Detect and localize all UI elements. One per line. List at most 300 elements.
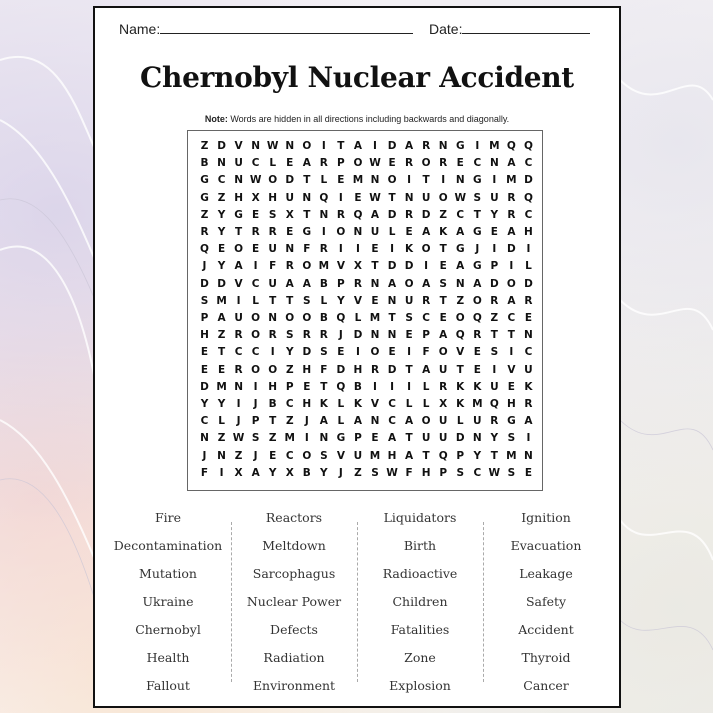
grid-letter[interactable]: R: [405, 157, 414, 170]
grid-letter[interactable]: E: [217, 363, 226, 376]
grid-letter[interactable]: R: [319, 157, 328, 170]
grid-letter[interactable]: O: [438, 346, 448, 359]
grid-letter[interactable]: W: [369, 191, 381, 204]
grid-letter[interactable]: L: [354, 312, 362, 324]
grid-letter[interactable]: L: [337, 415, 345, 428]
grid-letter[interactable]: N: [524, 449, 533, 462]
grid-letter[interactable]: S: [268, 208, 277, 221]
grid-letter[interactable]: R: [490, 294, 499, 307]
grid-letter[interactable]: D: [387, 208, 397, 221]
grid-letter[interactable]: C: [524, 346, 533, 359]
grid-letter[interactable]: R: [251, 226, 260, 238]
grid-letter[interactable]: D: [200, 380, 209, 393]
grid-letter[interactable]: E: [371, 294, 379, 307]
grid-letter[interactable]: T: [439, 294, 447, 307]
grid-letter[interactable]: I: [304, 432, 309, 445]
grid-letter[interactable]: J: [202, 260, 207, 273]
grid-letter[interactable]: A: [234, 260, 243, 273]
grid-letter[interactable]: T: [422, 449, 430, 462]
grid-letter[interactable]: Q: [523, 191, 533, 204]
grid-letter[interactable]: P: [422, 329, 430, 342]
grid-letter[interactable]: O: [285, 312, 295, 324]
grid-letter[interactable]: A: [473, 277, 482, 290]
grid-letter[interactable]: W: [266, 140, 279, 152]
grid-letter[interactable]: K: [319, 398, 328, 410]
grid-letter[interactable]: I: [492, 363, 497, 376]
grid-letter[interactable]: S: [507, 466, 516, 479]
grid-letter[interactable]: V: [336, 449, 345, 462]
grid-letter[interactable]: G: [455, 140, 465, 152]
grid-letter[interactable]: C: [285, 398, 294, 410]
grid-letter[interactable]: H: [268, 380, 278, 393]
grid-letter[interactable]: D: [507, 243, 516, 256]
grid-letter[interactable]: R: [524, 294, 533, 307]
grid-letter[interactable]: G: [472, 260, 482, 273]
grid-letter[interactable]: E: [388, 157, 396, 170]
grid-letter[interactable]: A: [422, 277, 431, 290]
grid-letter[interactable]: B: [268, 398, 277, 410]
grid-letter[interactable]: D: [285, 174, 295, 187]
grid-letter[interactable]: A: [422, 363, 431, 376]
grid-letter[interactable]: Y: [285, 346, 294, 359]
grid-letter[interactable]: M: [352, 174, 364, 187]
grid-letter[interactable]: H: [200, 329, 209, 342]
grid-letter[interactable]: N: [370, 329, 380, 342]
grid-letter[interactable]: M: [216, 294, 227, 307]
grid-letter[interactable]: V: [353, 294, 362, 307]
grid-letter[interactable]: Y: [200, 398, 209, 410]
grid-letter[interactable]: O: [472, 294, 482, 307]
grid-letter[interactable]: T: [422, 174, 430, 187]
grid-letter[interactable]: T: [371, 260, 379, 273]
grid-letter[interactable]: P: [337, 277, 345, 290]
grid-letter[interactable]: Q: [336, 312, 346, 324]
grid-letter[interactable]: Y: [490, 432, 499, 445]
grid-letter[interactable]: E: [439, 260, 447, 273]
grid-letter[interactable]: D: [217, 277, 226, 290]
grid-letter[interactable]: J: [253, 398, 258, 410]
grid-letter[interactable]: K: [405, 243, 414, 256]
grid-letter[interactable]: Q: [353, 208, 363, 221]
grid-letter[interactable]: H: [524, 226, 533, 238]
grid-letter[interactable]: T: [405, 363, 413, 376]
grid-letter[interactable]: U: [473, 415, 482, 428]
grid-letter[interactable]: M: [472, 398, 483, 410]
grid-letter[interactable]: U: [421, 432, 431, 445]
grid-letter[interactable]: U: [370, 226, 380, 238]
grid-letter[interactable]: N: [404, 191, 414, 204]
grid-letter[interactable]: W: [454, 191, 467, 204]
grid-letter[interactable]: C: [456, 208, 465, 221]
grid-letter[interactable]: I: [492, 243, 497, 256]
grid-letter[interactable]: U: [268, 277, 277, 290]
grid-letter[interactable]: A: [405, 140, 414, 152]
grid-letter[interactable]: T: [456, 363, 464, 376]
grid-letter[interactable]: R: [319, 243, 328, 256]
grid-letter[interactable]: L: [269, 157, 277, 170]
grid-letter[interactable]: N: [524, 329, 533, 342]
date-field[interactable]: [429, 20, 590, 37]
grid-letter[interactable]: E: [524, 312, 533, 324]
grid-letter[interactable]: R: [507, 191, 516, 204]
grid-letter[interactable]: H: [302, 363, 312, 376]
grid-letter[interactable]: P: [337, 157, 345, 170]
grid-letter[interactable]: G: [200, 191, 209, 204]
grid-letter[interactable]: N: [285, 140, 295, 152]
grid-letter[interactable]: Q: [472, 312, 482, 324]
grid-letter[interactable]: X: [439, 398, 448, 410]
grid-letter[interactable]: A: [405, 449, 414, 462]
grid-letter[interactable]: E: [490, 226, 498, 238]
grid-letter[interactable]: U: [438, 415, 448, 428]
grid-letter[interactable]: E: [371, 432, 379, 445]
grid-letter[interactable]: Z: [354, 466, 362, 479]
grid-letter[interactable]: T: [303, 208, 311, 221]
grid-letter[interactable]: I: [407, 174, 412, 187]
grid-letter[interactable]: D: [387, 140, 397, 152]
grid-letter[interactable]: S: [490, 346, 499, 359]
grid-letter[interactable]: V: [507, 363, 516, 376]
grid-letter[interactable]: G: [455, 243, 465, 256]
grid-letter[interactable]: E: [371, 243, 379, 256]
grid-letter[interactable]: I: [253, 380, 258, 393]
grid-letter[interactable]: E: [405, 329, 413, 342]
grid-letter[interactable]: O: [268, 363, 278, 376]
name-field[interactable]: [119, 20, 413, 37]
grid-letter[interactable]: D: [217, 140, 226, 152]
grid-letter[interactable]: D: [336, 363, 346, 376]
grid-letter[interactable]: O: [268, 174, 278, 187]
grid-letter[interactable]: J: [304, 415, 309, 428]
grid-letter[interactable]: K: [456, 398, 465, 410]
grid-letter[interactable]: I: [424, 260, 429, 273]
grid-letter[interactable]: U: [524, 363, 533, 376]
grid-letter[interactable]: H: [234, 191, 243, 204]
grid-letter[interactable]: I: [526, 243, 531, 256]
grid-letter[interactable]: I: [219, 466, 224, 479]
grid-letter[interactable]: E: [200, 363, 209, 376]
grid-letter[interactable]: S: [285, 329, 294, 342]
grid-letter[interactable]: L: [388, 226, 396, 238]
grid-letter[interactable]: F: [320, 363, 328, 376]
grid-letter[interactable]: T: [507, 329, 515, 342]
grid-letter[interactable]: M: [284, 432, 295, 445]
grid-letter[interactable]: T: [490, 329, 498, 342]
grid-letter[interactable]: I: [253, 260, 258, 273]
grid-letter[interactable]: R: [422, 294, 431, 307]
grid-letter[interactable]: A: [439, 329, 448, 342]
grid-letter[interactable]: O: [421, 157, 431, 170]
grid-letter[interactable]: T: [388, 191, 396, 204]
grid-letter[interactable]: D: [353, 329, 363, 342]
grid-letter[interactable]: L: [525, 260, 532, 273]
grid-letter[interactable]: O: [421, 415, 431, 428]
grid-letter[interactable]: O: [251, 363, 261, 376]
grid-letter[interactable]: L: [218, 415, 225, 428]
grid-letter[interactable]: G: [302, 226, 312, 238]
grid-letter[interactable]: Q: [506, 140, 516, 152]
grid-letter[interactable]: I: [236, 294, 241, 307]
grid-letter[interactable]: N: [217, 449, 226, 462]
grid-letter[interactable]: A: [217, 312, 226, 324]
grid-letter[interactable]: D: [404, 260, 414, 273]
grid-letter[interactable]: F: [422, 346, 430, 359]
grid-letter[interactable]: F: [303, 243, 311, 256]
grid-letter[interactable]: U: [421, 191, 431, 204]
grid-letter[interactable]: X: [285, 208, 294, 221]
grid-letter[interactable]: E: [388, 346, 396, 359]
grid-letter[interactable]: A: [353, 415, 362, 428]
grid-letter[interactable]: J: [338, 466, 343, 479]
grid-letter[interactable]: N: [438, 140, 448, 152]
grid-letter[interactable]: F: [405, 466, 413, 479]
grid-letter[interactable]: R: [422, 140, 431, 152]
grid-letter[interactable]: R: [336, 208, 345, 221]
grid-letter[interactable]: B: [353, 380, 362, 393]
grid-letter[interactable]: O: [302, 260, 312, 273]
grid-letter[interactable]: A: [302, 277, 311, 290]
grid-letter[interactable]: Z: [200, 208, 209, 221]
grid-letter[interactable]: C: [388, 415, 396, 428]
grid-letter[interactable]: S: [473, 191, 482, 204]
grid-letter[interactable]: V: [234, 277, 243, 290]
grid-letter[interactable]: E: [269, 449, 277, 462]
grid-letter[interactable]: R: [490, 415, 499, 428]
grid-letter[interactable]: S: [371, 466, 379, 479]
grid-letter[interactable]: Z: [490, 312, 499, 324]
grid-letter[interactable]: E: [507, 380, 515, 393]
grid-letter[interactable]: Z: [456, 294, 465, 307]
grid-letter[interactable]: G: [472, 226, 482, 238]
grid-letter[interactable]: U: [353, 449, 363, 462]
grid-letter[interactable]: Q: [455, 329, 465, 342]
grid-letter[interactable]: N: [200, 432, 209, 445]
grid-letter[interactable]: V: [336, 260, 345, 273]
grid-letter[interactable]: T: [490, 449, 498, 462]
grid-letter[interactable]: D: [489, 277, 499, 290]
grid-letter[interactable]: N: [489, 157, 499, 170]
grid-letter[interactable]: A: [456, 226, 465, 238]
grid-letter[interactable]: Y: [217, 208, 226, 221]
grid-letter[interactable]: N: [387, 294, 397, 307]
grid-letter[interactable]: V: [370, 398, 380, 410]
grid-letter[interactable]: A: [353, 140, 362, 152]
grid-letter[interactable]: L: [456, 415, 464, 428]
grid-letter[interactable]: I: [338, 191, 343, 204]
grid-letter[interactable]: N: [217, 157, 226, 170]
grid-letter[interactable]: R: [268, 226, 277, 238]
grid-letter[interactable]: U: [404, 294, 414, 307]
grid-letter[interactable]: I: [321, 140, 326, 152]
grid-letter[interactable]: E: [252, 208, 260, 221]
grid-letter[interactable]: B: [319, 277, 328, 290]
grid-letter[interactable]: K: [456, 380, 465, 393]
grid-letter[interactable]: P: [439, 466, 448, 479]
grid-letter[interactable]: N: [319, 432, 329, 445]
grid-letter[interactable]: A: [302, 157, 311, 170]
grid-letter[interactable]: E: [473, 363, 481, 376]
grid-letter[interactable]: O: [370, 346, 380, 359]
grid-letter[interactable]: O: [387, 174, 397, 187]
grid-letter[interactable]: Z: [268, 432, 277, 445]
grid-letter[interactable]: Q: [200, 243, 209, 256]
grid-letter[interactable]: L: [422, 380, 430, 393]
grid-letter[interactable]: E: [286, 157, 294, 170]
grid-letter[interactable]: D: [302, 346, 312, 359]
grid-letter[interactable]: O: [302, 140, 312, 152]
grid-letter[interactable]: I: [441, 174, 446, 187]
grid-letter[interactable]: X: [285, 466, 294, 479]
grid-letter[interactable]: U: [438, 363, 448, 376]
grid-letter[interactable]: C: [473, 157, 482, 170]
grid-letter[interactable]: E: [303, 380, 311, 393]
grid-letter[interactable]: Y: [217, 226, 226, 238]
grid-letter[interactable]: L: [337, 398, 345, 410]
grid-letter[interactable]: I: [390, 380, 394, 393]
grid-letter[interactable]: N: [234, 380, 243, 393]
grid-letter[interactable]: B: [319, 312, 328, 324]
grid-letter[interactable]: Q: [523, 140, 533, 152]
grid-letter[interactable]: K: [524, 380, 533, 393]
grid-letter[interactable]: R: [234, 363, 243, 376]
grid-letter[interactable]: O: [455, 312, 465, 324]
grid-letter[interactable]: P: [354, 432, 362, 445]
grid-letter[interactable]: O: [251, 329, 261, 342]
grid-letter[interactable]: U: [490, 191, 499, 204]
grid-letter[interactable]: N: [455, 277, 465, 290]
grid-letter[interactable]: M: [489, 140, 500, 152]
grid-letter[interactable]: R: [524, 398, 533, 410]
grid-letter[interactable]: T: [303, 174, 311, 187]
grid-letter[interactable]: A: [370, 208, 380, 221]
grid-letter[interactable]: D: [421, 208, 431, 221]
grid-letter[interactable]: T: [217, 346, 226, 359]
grid-letter[interactable]: I: [355, 346, 360, 359]
grid-letter[interactable]: Z: [439, 208, 447, 221]
grid-letter[interactable]: U: [234, 157, 243, 170]
grid-letter[interactable]: C: [524, 208, 533, 221]
grid-letter[interactable]: K: [439, 226, 448, 238]
grid-letter[interactable]: C: [473, 466, 482, 479]
grid-letter[interactable]: U: [490, 380, 499, 393]
grid-letter[interactable]: J: [338, 329, 343, 342]
grid-letter[interactable]: R: [319, 329, 328, 342]
grid-letter[interactable]: A: [456, 260, 465, 273]
grid-letter[interactable]: S: [251, 432, 260, 445]
grid-letter[interactable]: N: [472, 432, 482, 445]
grid-letter[interactable]: H: [387, 449, 397, 462]
grid-letter[interactable]: W: [232, 432, 245, 445]
grid-letter[interactable]: N: [387, 329, 397, 342]
grid-letter[interactable]: A: [422, 226, 431, 238]
grid-letter[interactable]: U: [268, 243, 277, 256]
grid-letter[interactable]: P: [456, 449, 465, 462]
grid-letter[interactable]: O: [302, 449, 312, 462]
grid-letter[interactable]: S: [507, 432, 516, 445]
grid-letter[interactable]: R: [439, 157, 448, 170]
grid-letter[interactable]: U: [438, 432, 448, 445]
grid-letter[interactable]: O: [506, 277, 516, 290]
grid-letter[interactable]: R: [507, 208, 516, 221]
grid-letter[interactable]: D: [200, 277, 209, 290]
grid-letter[interactable]: N: [370, 174, 380, 187]
grid-letter[interactable]: J: [253, 449, 258, 462]
grid-letter[interactable]: T: [439, 243, 447, 256]
grid-letter[interactable]: T: [405, 432, 413, 445]
grid-letter[interactable]: I: [407, 346, 412, 359]
grid-letter[interactable]: H: [506, 398, 516, 410]
grid-letter[interactable]: V: [456, 346, 465, 359]
grid-letter[interactable]: H: [268, 191, 278, 204]
grid-letter[interactable]: I: [355, 243, 360, 256]
grid-letter[interactable]: J: [236, 415, 241, 428]
grid-letter[interactable]: T: [269, 294, 277, 307]
grid-letter[interactable]: S: [439, 277, 447, 290]
grid-letter[interactable]: H: [353, 363, 363, 376]
grid-letter[interactable]: Q: [489, 398, 499, 410]
grid-letter[interactable]: Y: [217, 260, 226, 273]
grid-letter[interactable]: N: [285, 243, 295, 256]
grid-letter[interactable]: A: [319, 415, 328, 428]
grid-letter[interactable]: A: [524, 415, 533, 428]
grid-letter[interactable]: C: [388, 398, 396, 410]
grid-letter[interactable]: R: [405, 208, 414, 221]
grid-letter[interactable]: K: [353, 398, 362, 410]
grid-letter[interactable]: C: [251, 346, 260, 359]
grid-letter[interactable]: M: [506, 174, 517, 187]
grid-letter[interactable]: R: [200, 226, 209, 238]
grid-letter[interactable]: Z: [200, 140, 209, 152]
grid-letter[interactable]: N: [234, 174, 243, 187]
grid-letter[interactable]: C: [422, 312, 430, 324]
grid-letter[interactable]: C: [524, 157, 533, 170]
grid-letter[interactable]: C: [217, 174, 226, 187]
grid-letter[interactable]: C: [200, 415, 209, 428]
grid-letter[interactable]: O: [353, 157, 363, 170]
grid-letter[interactable]: N: [268, 312, 278, 324]
grid-letter[interactable]: B: [302, 466, 311, 479]
grid-letter[interactable]: Z: [217, 432, 226, 445]
grid-letter[interactable]: E: [524, 466, 533, 479]
grid-letter[interactable]: C: [234, 346, 243, 359]
grid-letter[interactable]: D: [455, 432, 465, 445]
grid-letter[interactable]: T: [320, 380, 328, 393]
grid-letter[interactable]: I: [236, 398, 241, 410]
grid-letter[interactable]: C: [251, 277, 260, 290]
grid-letter[interactable]: S: [200, 294, 209, 307]
grid-letter[interactable]: I: [475, 140, 480, 152]
grid-letter[interactable]: I: [526, 432, 531, 445]
grid-letter[interactable]: S: [320, 346, 328, 359]
grid-letter[interactable]: O: [234, 243, 244, 256]
grid-letter[interactable]: B: [200, 157, 209, 170]
grid-letter[interactable]: M: [318, 260, 330, 273]
grid-letter[interactable]: G: [234, 208, 243, 221]
grid-letter[interactable]: S: [405, 312, 413, 324]
grid-letter[interactable]: E: [405, 226, 413, 238]
grid-letter[interactable]: O: [421, 243, 431, 256]
grid-letter[interactable]: H: [302, 398, 312, 410]
grid-letter[interactable]: W: [488, 466, 501, 479]
grid-letter[interactable]: Q: [438, 449, 448, 462]
grid-letter[interactable]: N: [353, 226, 363, 238]
grid-letter[interactable]: E: [473, 346, 481, 359]
grid-letter[interactable]: P: [251, 415, 260, 428]
grid-letter[interactable]: N: [251, 140, 261, 152]
grid-letter[interactable]: Y: [320, 466, 328, 479]
grid-letter[interactable]: X: [234, 466, 243, 479]
grid-letter[interactable]: K: [473, 380, 482, 393]
